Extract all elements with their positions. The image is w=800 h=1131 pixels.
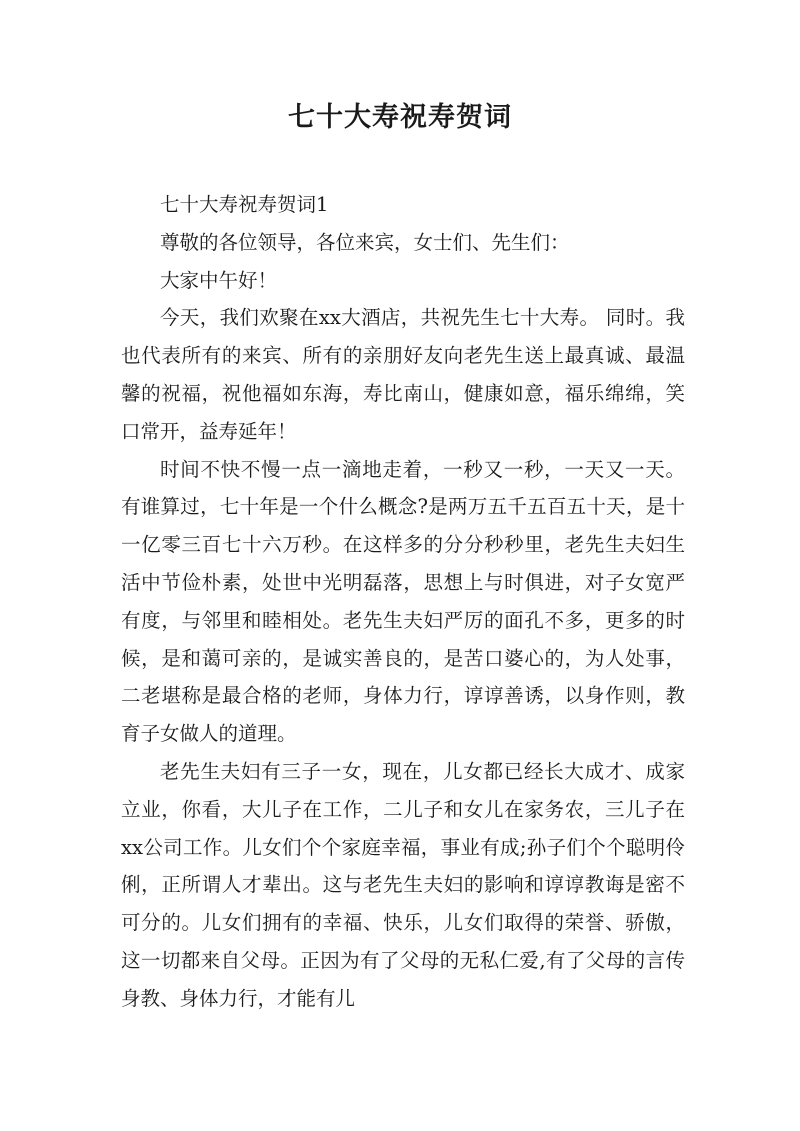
paragraph-time: 时间不快不慢一点一滴地走着，一秒又一秒，一天又一天。有谁算过，七十年是一个什么概念?是两万五千五百五十天，是十一亿零三百七十六万秒。在这样多的分分秒秒里，老先生夫妇生活中节俭朴素，处世中光明磊落，思想上与时俱进，对子女宽严有度，与邻里和睦相处。老先生夫妇严厉的面孔不多，更多的时候，是和蔼可亲的，是诚实善良的，是苦口婆心的，为人处事，二老堪称是最合格的老师，身体力行，谆谆善诱，以身作则，教育子女做人的道理。	[121, 457, 685, 746]
paragraph-children: 老先生夫妇有三子一女，现在，儿女都已经长大成才、成家立业，你看，大儿子在工作，二儿子和女儿在家务农，三儿子在xx公司工作。儿女们个个家庭幸福，事业有成;孙子们个个聪明伶俐，正所谓人才辈出。这与老先生夫妇的影响和谆谆教诲是密不可分的。儿女们拥有的幸福、快乐，儿女们取得的荣誉、骄傲，这一切都来自父母。正因为有了父母的无私仁爱,有了父母的言传身教、身体力行，才能有儿	[121, 759, 685, 1010]
paragraph-greeting: 大家中午好！	[160, 268, 278, 292]
document-body	[121, 186, 685, 1018]
paragraph-salutation: 尊敬的各位领导，各位来宾，女士们、先生们：	[160, 230, 570, 254]
paragraph-blessing: 今天，我们欢聚在xx大酒店，共祝先生七十大寿。 同时。我也代表所有的来宾、所有的亲朋好友向老先生送上最真诚、最温馨的祝福，祝他福如东海，寿比南山，健康如意，福乐绵绵，笑口常开，益寿延年！	[121, 306, 685, 443]
paragraph-subtitle: 七十大寿祝寿贺词1	[160, 193, 329, 216]
document-title: 七十大寿祝寿贺词	[288, 102, 512, 133]
